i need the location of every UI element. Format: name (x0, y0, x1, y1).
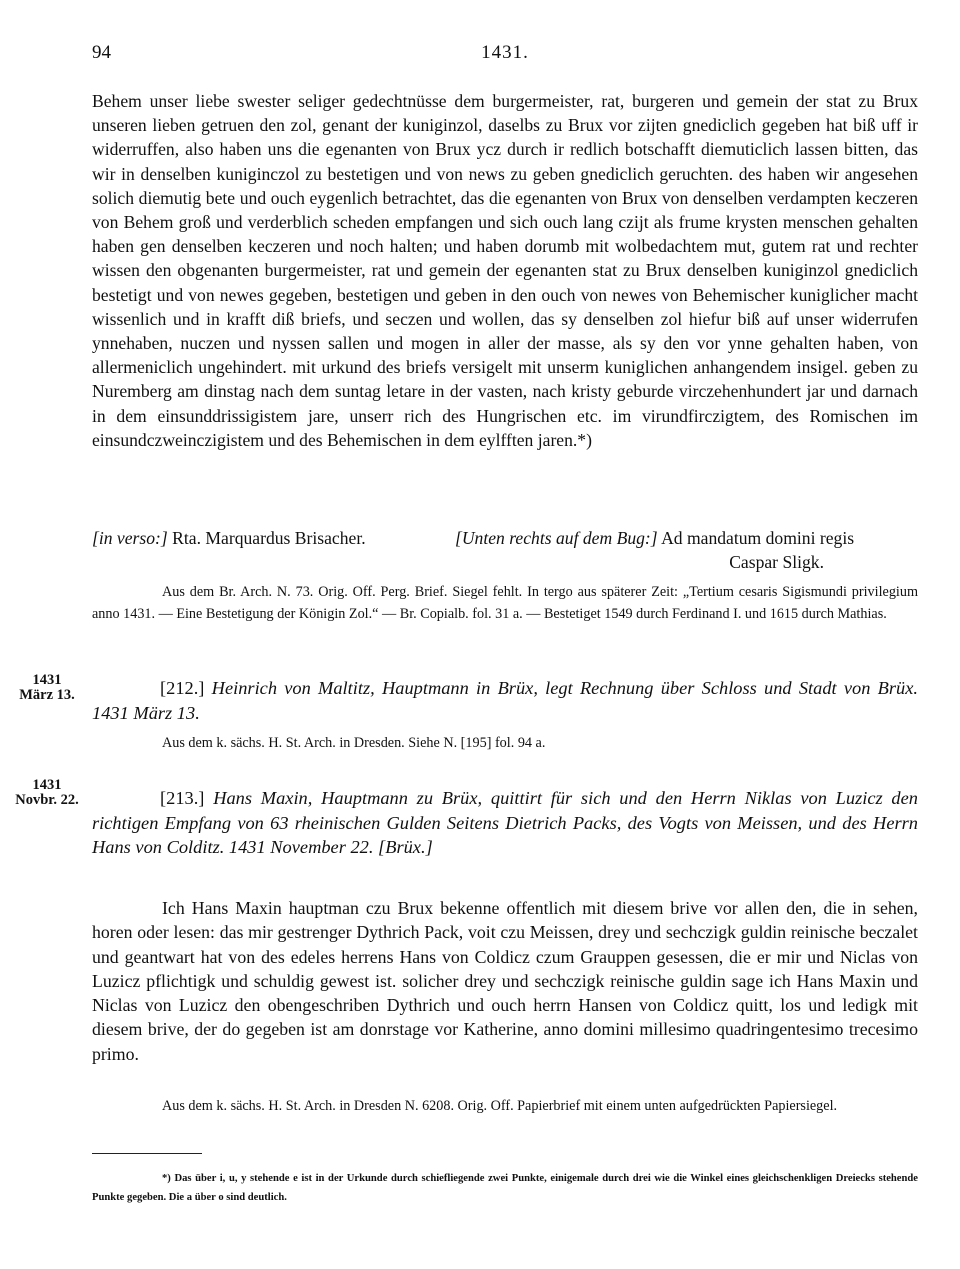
source-note-2 (92, 1096, 918, 1118)
entry-212-heading (92, 676, 918, 725)
letter-text-block (92, 896, 918, 1066)
entry-number: [213.] (160, 788, 205, 808)
margin-day: Novbr. 22. (15, 792, 79, 808)
entry-summary: Heinrich von Maltitz, Hauptmann in Brüx, legt Rechnung über Schloss und Stadt von Brüx. 1431 März 13. (92, 678, 918, 723)
margin-year: 1431 (32, 777, 62, 793)
source-note-1 (92, 582, 918, 625)
letter-paragraph: Ich Hans Maxin hauptman czu Brux bekenne offentlich mit diesem brive vor allen den, die in sehen, horen oder lesen: das mir gestrenger Dythrich Pack, voit czu Meissen, drey und sechczigk guldin reinische beczalet und geantwart hat von des edeles herrens Hans von Coldicz czum Grauppen gesessen, die er mir und Niclas von Luzicz pflichtigk und schuldig gewest ist. solicher drey und sechczigk reinische guldin sage ich Hans Maxin und Niclas von Luzicz den obengeschriben Dythrich und ouch herrn Hansen von Coldicz quitt, los und ledigk mit diesem brive, der do gegeben ist am donrstage vor Katherine, anno domini millesimo quadringentesimo trecesimo primo. (92, 898, 918, 1064)
unten-line (455, 526, 854, 550)
signature-block (92, 526, 918, 574)
page-number: 94 (92, 42, 111, 63)
verso-label: [in verso:] (92, 528, 168, 548)
verso-text: Rta. Marquardus Brisacher. (172, 528, 366, 548)
page-header (92, 42, 918, 68)
main-text-block (92, 89, 918, 452)
margin-day: März 13. (19, 687, 75, 703)
main-text-paragraph: Behem unser liebe swester seliger gedechtnüsse dem burgermeister, rat, burgeren und gemein der stat zu Brux unseren lieben getruen den zol, genant der kuniginzol, daselbs zu Brux vor zijten gnediclich gegeben hat biß uff ir widerruffen, also haben uns die egenanten von Brux ycz durch ir redlich botschafft diemuticlich lassen bitten, das wir in denselben kuniginczol zu bestetigen und von news zu geben gnediclich geruchten. des haben wir angesehen solich diemutig bete und ouch eygenlich betrachtet, das die egenanten von Brux von denselben verdampten keczeren von Behem groß und verderblich scheden empfangen und sich ouch lang czijt als frume krysten menschen gehalten haben gen denselben keczeren und noch halten; und haben dorumb mit wolbedachtem mut, gutem rat und rechter wissen den obgenanten burgermeister, rat und gemein der egenanten stat zu Brux denselben kuniginzol gnediclich bestetigt und von newes gegeben, bestetigen und geben in den ouch von newes von Behemischer kuniglicher macht wissenlich und in krafft diß briefs, und seczen und wollen, das sy denselben zol hiefur biß auf unser widerrufen ynnehaben, nuczen und nyssen sallen und mogen in aller der masse, als sy den vor ynne gehalten haben, von allermeniclich ungehindert. mit urkund des briefs versigelt mit unserm kuniglichen anhangendem insigel. geben zu Nuremberg am dinstag nach dem suntag letare in der vasten, nach kristy geburde virczehenhundert jar und darnach in dem einsunddrissigistem jare, unserr rich des Hungrischen etc. im virundfirczigtem, des Romischen im einsundczweinczigistem und des Behemischen in dem eylfften jaren.*) (92, 91, 918, 450)
footnote (92, 1169, 918, 1207)
footnote-divider (92, 1153, 202, 1154)
entry-213-heading (92, 786, 918, 860)
signer-name: Caspar Sligk. (729, 552, 824, 572)
margin-date-213 (12, 778, 82, 808)
verso-line (92, 526, 366, 550)
unten-text: Ad mandatum domini regis (661, 528, 855, 548)
margin-date-212 (12, 673, 82, 703)
source-note-2-text: Aus dem k. sächs. H. St. Arch. in Dresden N. 6208. Orig. Off. Papierbrief mit einem unten aufgedrückten Papiersiegel. (162, 1098, 838, 1114)
footnote-text: *) Das über i, u, y stehende e ist in der Urkunde durch schiefliegende zwei Punkte, einigemale durch drei wie die Winkel eines gleichschenkligen Dreiecks stehende Punkte gegeben. Die a über o sind deutlich. (92, 1173, 918, 1203)
source-note-1-text: Aus dem Br. Arch. N. 73. Orig. Off. Perg. Brief. Siegel fehlt. In tergo aus späterer Zeit: „Tertium cesaris Sigismundi privilegium anno 1431. — Eine Bestetigung der Königin Zol.“ — Br. Copialb. fol. 31 a. — Bestetiget 1549 durch Ferdinand I. und 1615 durch Mathias. (92, 584, 918, 622)
entry-number: [212.] (160, 678, 205, 698)
margin-year: 1431 (32, 672, 62, 688)
unten-label: [Unten rechts auf dem Bug:] (455, 528, 658, 548)
entry-summary: Hans Maxin, Hauptmann zu Brüx, quittirt für sich und den Herrn Niklas von Luzicz den richtigen Empfang von 63 rheinischen Gulden Seitens Dietrich Packs, des Vogts von Meissen, und des Herrn Hans von Colditz. 1431 November 22. [Brüx.] (92, 788, 918, 857)
running-head-year: 1431. (481, 42, 529, 63)
entry-212-source: Aus dem k. sächs. H. St. Arch. in Dresden. Siehe N. [195] fol. 94 a. (162, 735, 546, 751)
